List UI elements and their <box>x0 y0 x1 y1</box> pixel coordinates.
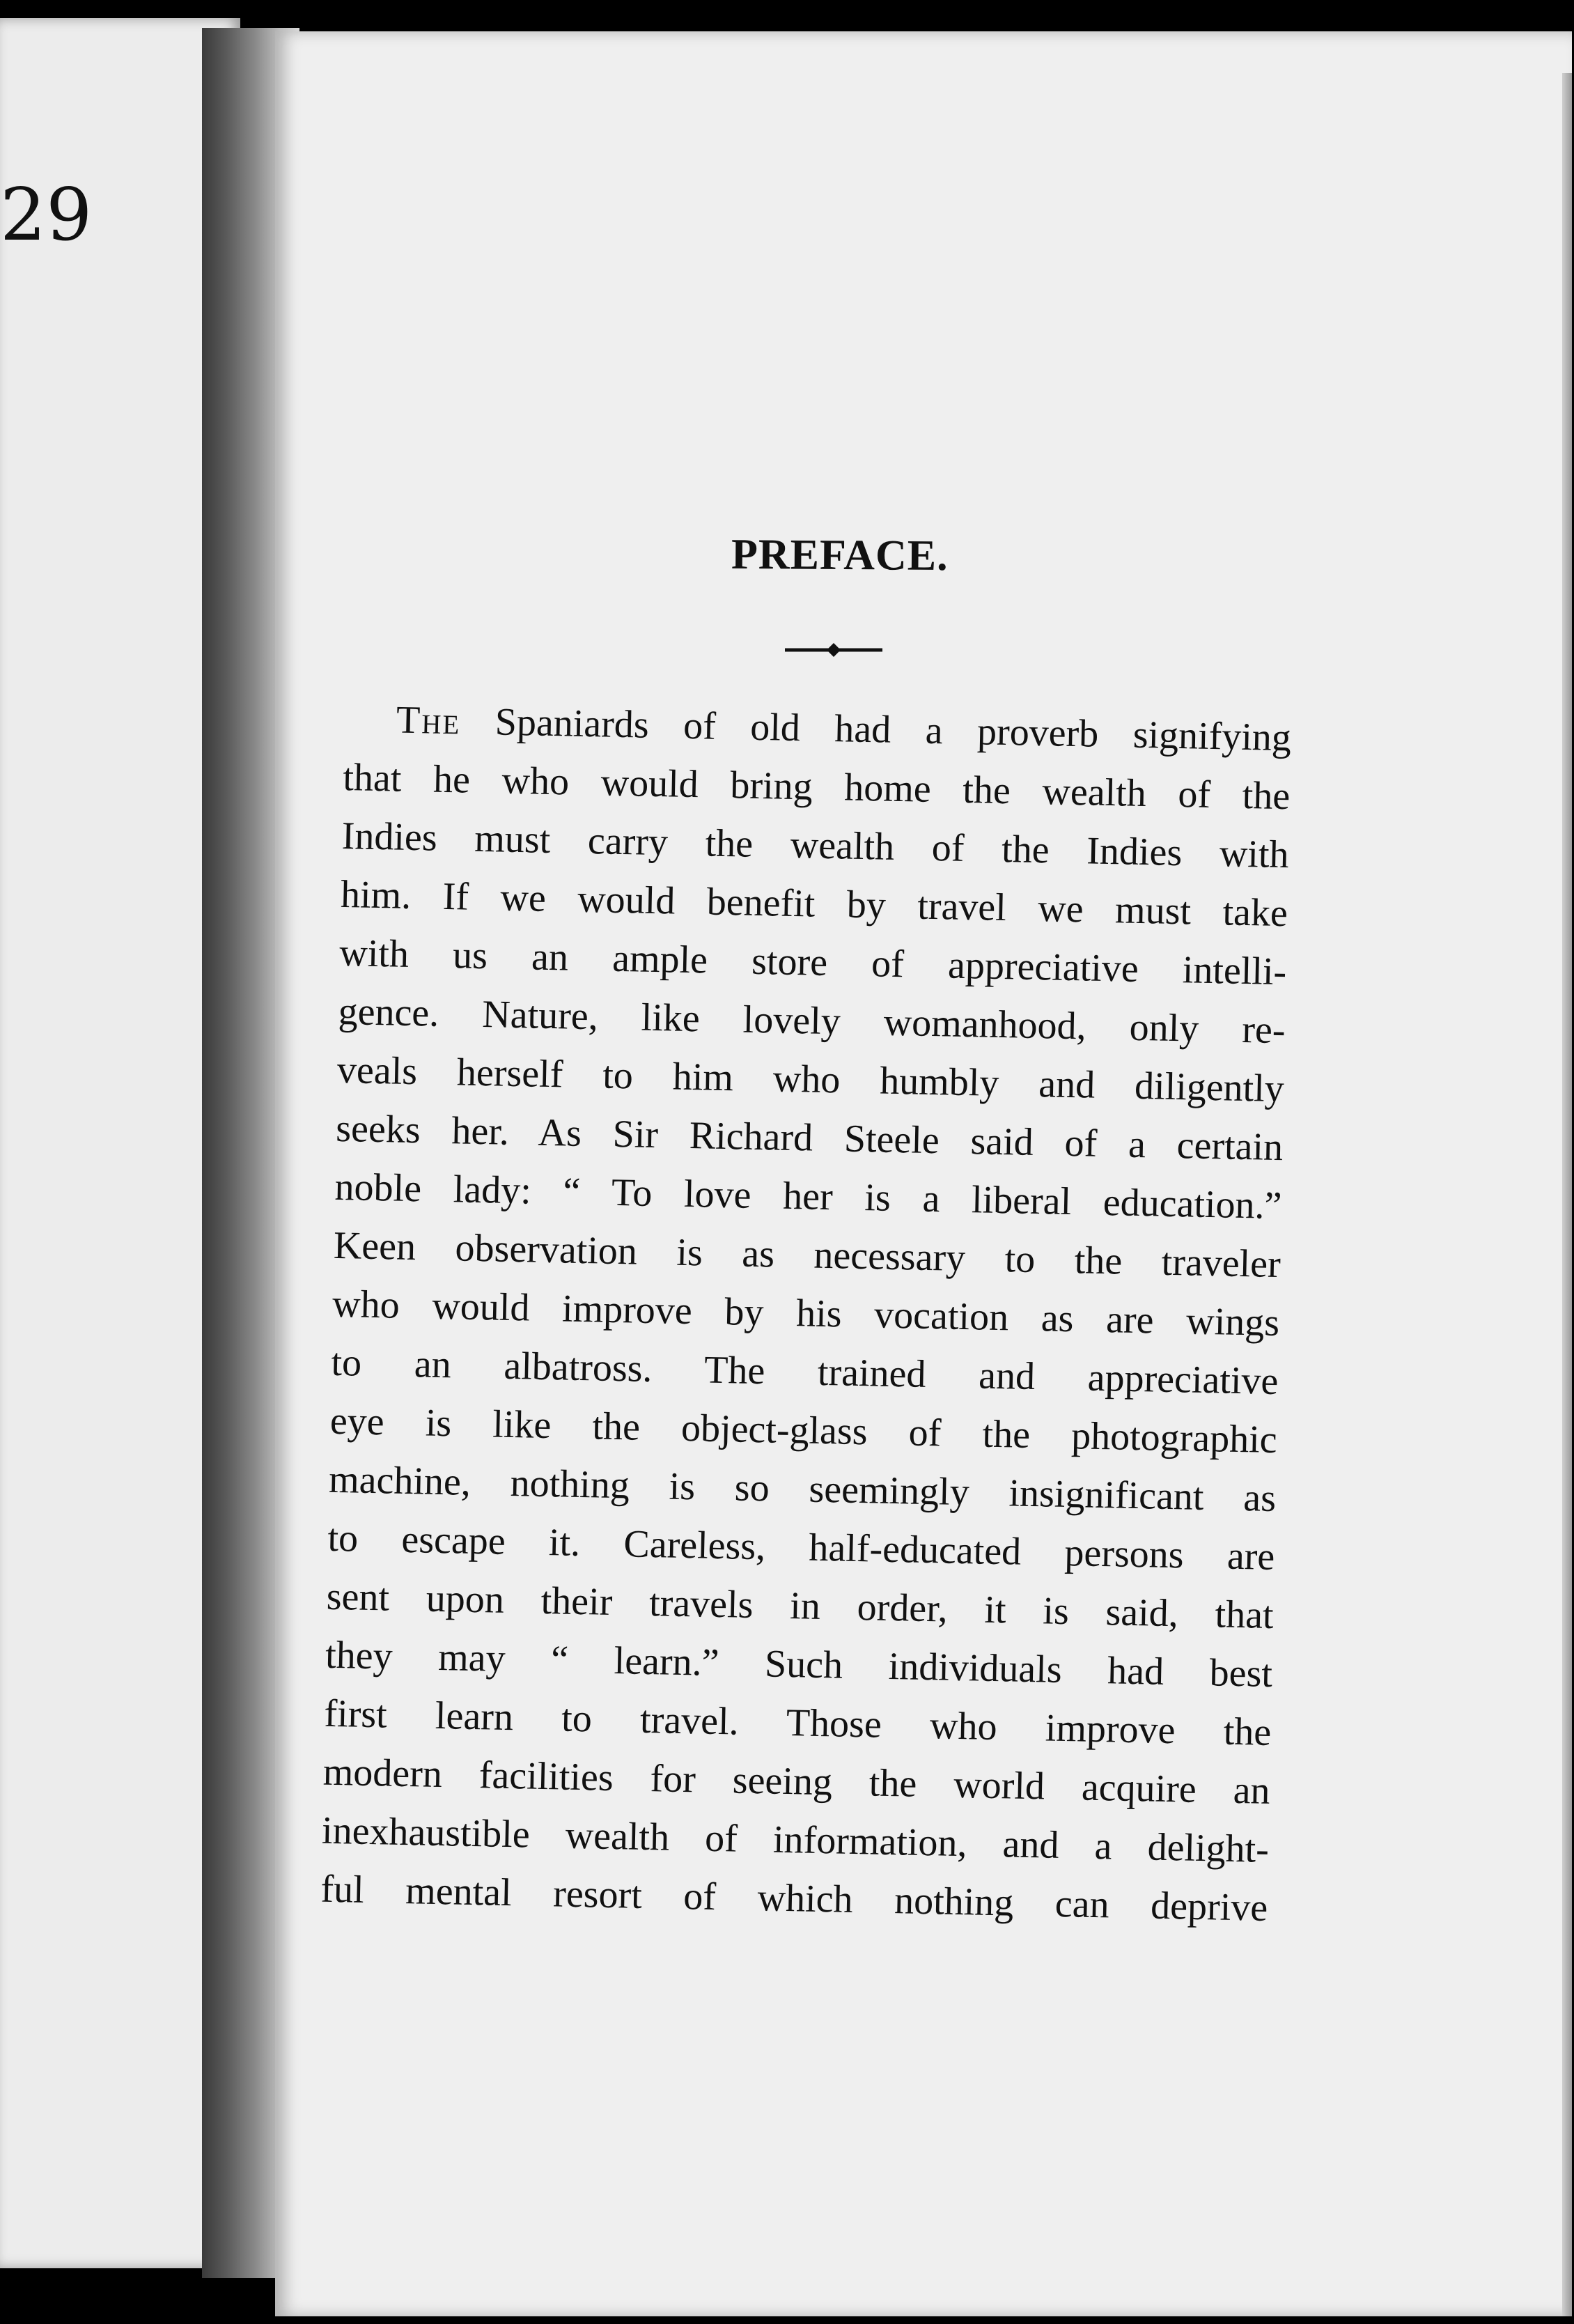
preface-line: seeks her. As Sir Richard Steele said of a certain <box>335 1106 1284 1170</box>
preface-line: Keen observation is as necessary to the traveler <box>333 1223 1281 1287</box>
preface-line: veals herself to him who humbly and diligently <box>336 1048 1285 1111</box>
preface-line: eye is like the object-glass of the photographic <box>329 1399 1278 1462</box>
left-page-number-fragment: 29 <box>0 172 93 257</box>
preface-line: with us an ample store of appreciative intelli- <box>338 931 1287 994</box>
preface-heading: PREFACE. <box>731 530 949 580</box>
preface-line: who would improve by his vocation as are wings <box>332 1282 1280 1345</box>
preface-line: that he who would bring home the wealth of the <box>342 755 1291 819</box>
preface-line: first learn to travel. Those who improve the <box>323 1691 1272 1754</box>
ornament-rule-diamond-icon <box>785 640 882 660</box>
preface-line: ful mental resort of which nothing can deprive <box>320 1867 1268 1930</box>
preface-line: to an albatross. The trained and appreciative <box>330 1340 1279 1404</box>
preface-body <box>320 690 1292 1937</box>
preface-first-line-rest: Spaniards of old had a proverb signifying <box>460 699 1292 760</box>
preface-line: sent upon their travels in order, it is said, that <box>326 1574 1275 1638</box>
preface-line: noble lady: “ To love her is a liberal education.” <box>334 1165 1283 1228</box>
page-edge <box>1562 73 1572 2316</box>
preface-line: they may “ learn.” Such individuals had best <box>325 1633 1273 1696</box>
preface-line: machine, nothing is so seemingly insignificant as <box>328 1457 1277 1521</box>
preface-line: gence. Nature, like lovely womanhood, only re- <box>338 989 1286 1053</box>
preface-line: modern facilities for seeing the world acquire an <box>322 1750 1271 1813</box>
preface-line: to escape it. Careless, half-educated persons are <box>327 1516 1275 1579</box>
preface-line: Indies must carry the wealth of the Indies with <box>341 814 1290 877</box>
preface-first-word: The <box>396 698 461 743</box>
preface-line: inexhaustible wealth of information, and a delight- <box>321 1808 1270 1871</box>
preface-line: him. If we would benefit by travel we must take <box>340 872 1288 936</box>
